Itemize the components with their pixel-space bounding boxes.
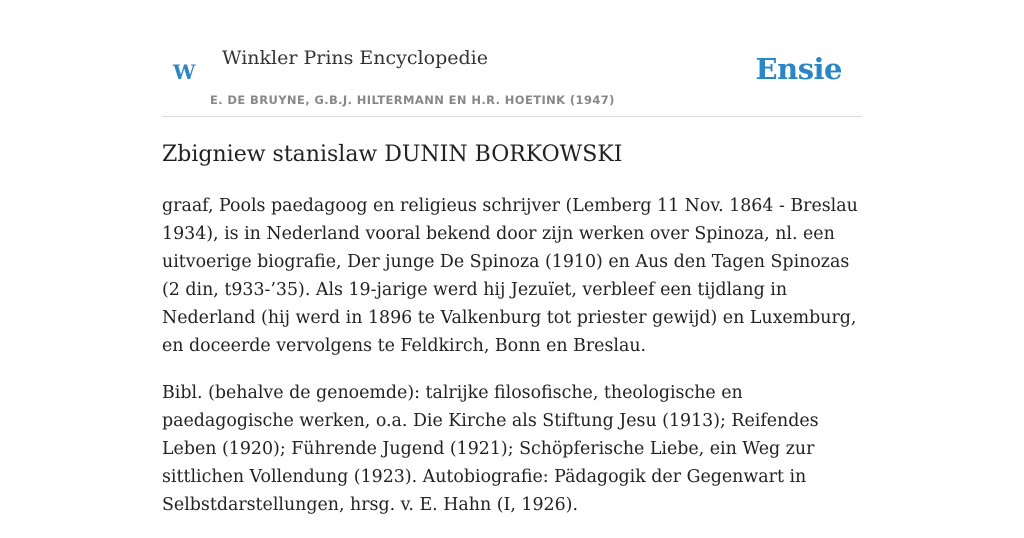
site-title[interactable]: Winkler Prins Encyclopedie [222, 47, 488, 69]
article-paragraph: graaf, Pools paedagoog en religieus schrijver (Lemberg 11 Nov. 1864 - Breslau 1934), is in Nederland vooral bekend door zijn werken over Spinoza, nl. een uitvoerige biografie, Der junge De Spinoza (1910) en Aus den Tagen Spinozas (2 din, t933-’35). Als 19-jarige werd hij Jezuïet, verbleef een tijdlang in Nederland (hij werd in 1896 te Valkenburg tot priester gewijd) en Luxemburg, en doceerde vervolgens te Feldkirch, Bonn en Breslau. [162, 196, 858, 356]
ensie-logo[interactable]: Ensie [755, 52, 842, 86]
authors-line: E. DE BRUYNE, G.B.J. HILTERMANN EN H.R. HOETINK (1947) [210, 93, 615, 107]
winkler-prins-logo-icon[interactable]: w [173, 53, 196, 86]
site-header [162, 0, 862, 117]
article-paragraph: Bibl. (behalve de genoemde): talrijke filosofische, theologische en paedagogische werken, o.a. Die Kirche als Stiftung Jesu (1913); Reifendes Leben (1920); Führende Jugend (1921); Schöpferische Liebe, ein Weg zur sittlichen Vollendung (1923). Autobiografie: Pädagogik der Gegenwart in Selbstdarstellungen, hrsg. v. E. Hahn (I, 1926). [162, 383, 819, 515]
article-title: Zbigniew stanislaw DUNIN BORKOWSKI [162, 142, 623, 167]
article-body [162, 192, 862, 538]
